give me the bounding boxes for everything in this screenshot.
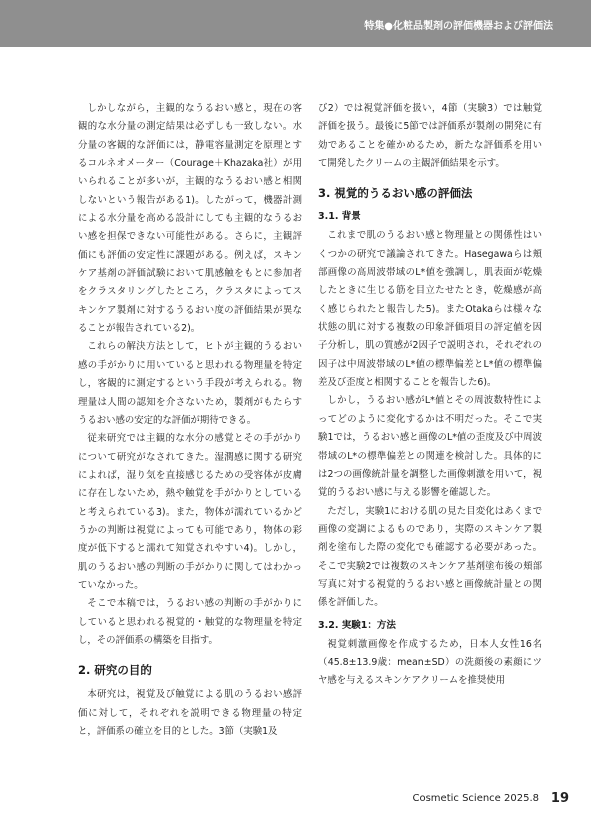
- right-paragraph-5: 視覚刺激画像を作成するため，日本人女性16名（45.8±13.9歳：mean±SD）の洗顔後の素顔にツヤ感を与えるスキンケアクリームを推奨使用: [318, 638, 542, 687]
- page-footer: [0, 793, 591, 823]
- right-paragraph-1: び2）では視覚評価を扱い，4節（実験3）では触覚評価を扱う。最後に5節では評価系が製剤の開発に有効であることを確かめるため，新たな評価系を用いて開発したクリームの主観評価結果を示す。: [318, 103, 542, 170]
- right-paragraph-4: ただし，実験1における肌の見た目変化はあくまで画像の変調によるものであり，実際のスキンケア製剤を塗布した際の変化でも確認する必要があった。そこで実験2では複数のスキンケア基剤塗布後の頬部写真に対する視覚的うるおい感と画像統計量との関係を評価した。: [318, 505, 542, 609]
- left-paragraph-2: これらの解決方法として，ヒトが主観的うるおい感の手がかりに用いていると思われる物理量を特定し，客観的に測定するという手段が考えられる。物理量は人間の認知を介さないため，製剤がもたらすうるおい感の安定的な評価が期待できる。: [78, 341, 302, 426]
- right-paragraph-3: しかし，うるおい感がL*値とその周波数特性によってどのように変化するかは不明だった。そこで実験1では，うるおい感と画像のL*値の歪度及び中周波帯域のL*の標準偏差との関連を検討した。具体的には2つの画像統計量を調整した画像刺激を用いて，視覚的うるおい感に与える影響を確認した。: [318, 395, 542, 499]
- header-band: [0, 0, 591, 47]
- right-paragraph-2: これまで肌のうるおい感と物理量との関係性はいくつかの研究で議論されてきた。Hasegawaらは頬部画像の高周波帯域のL*値を強調し，肌表面が乾燥したときに生じる筋を目立たせたとき，乾燥感が高く感じられたと報告した5)。またOtakaらは様々な状態の肌に対する複数の印象評価項目の評定値を因子分析し，肌の質感が2因子で説明され，それぞれの因子は中周波帯域のL*値の標準偏差とL*値の標準偏差及び歪度と相関することを報告した6)。: [318, 230, 542, 389]
- subsection-heading-background: 3.1. 背景: [318, 211, 361, 223]
- journal-name: Cosmetic Science 2025.8: [412, 793, 539, 804]
- left-paragraph-4: そこで本稿では，うるおい感の判断の手がかりにしていると思われる視覚的・触覚的な物理量を特定し，その評価系の構築を目指す。: [78, 598, 302, 646]
- right-column: [318, 100, 542, 691]
- section-heading-purpose: 2. 研究の目的: [78, 663, 152, 678]
- page-number: 19: [550, 791, 569, 806]
- section-heading-visual-evaluation: 3. 視覚的うるおい感の評価法: [318, 186, 473, 201]
- left-paragraph-3: 従来研究では主観的な水分の感覚とその手がかりについて研究がなされてきた。湿潤感に関する研究によれば，湿り気を直接感じるための受容体が皮膚に存在しないため，熱や触覚を手がかりとしていると考えられている3)。また，物体が濡れているかどうかの判断は視覚によっても可能であり，物体の彩度が低下すると濡れて知覚されやすい4)。しかし，肌のうるおい感の判断の手がかりに関してはわかっていなかった。: [78, 433, 302, 591]
- left-paragraph-5: 本研究は，視覚及び触覚による肌のうるおい感評価に対して，それぞれを説明できる物理量の特定と，評価系の確立を目的とした。3節（実験1及: [78, 689, 302, 737]
- left-paragraph-1: しかしながら，主観的なうるおい感と，現在の客観的な水分量の測定結果は必ずしも一致しない。水分量の客観的な評価には，静電容量測定を原理とするコルネオメーター（Courage＋Khazaka社）が用いられることが多いが，主観的なうるおい感と相関しないという報告がある1)。したがって，機器計測による水分量を高める設計にしても主観的なうるおい感を担保できない可能性がある。さらに，主観評価にも評価の安定性に課題がある。例えば，スキンケア基剤の評価試験において肌感触をもとに参加者をクラスタリングしたところ，クラスタによってスキンケア製剤に対するうるおい度の評価結果が異なることが報告されている2)。: [78, 103, 302, 335]
- header-title: 特集●化粧品製剤の評価機器および評価法: [364, 21, 553, 32]
- left-column: [78, 100, 302, 741]
- subsection-heading-experiment1-method: 3.2. 実験1：方法: [318, 619, 396, 631]
